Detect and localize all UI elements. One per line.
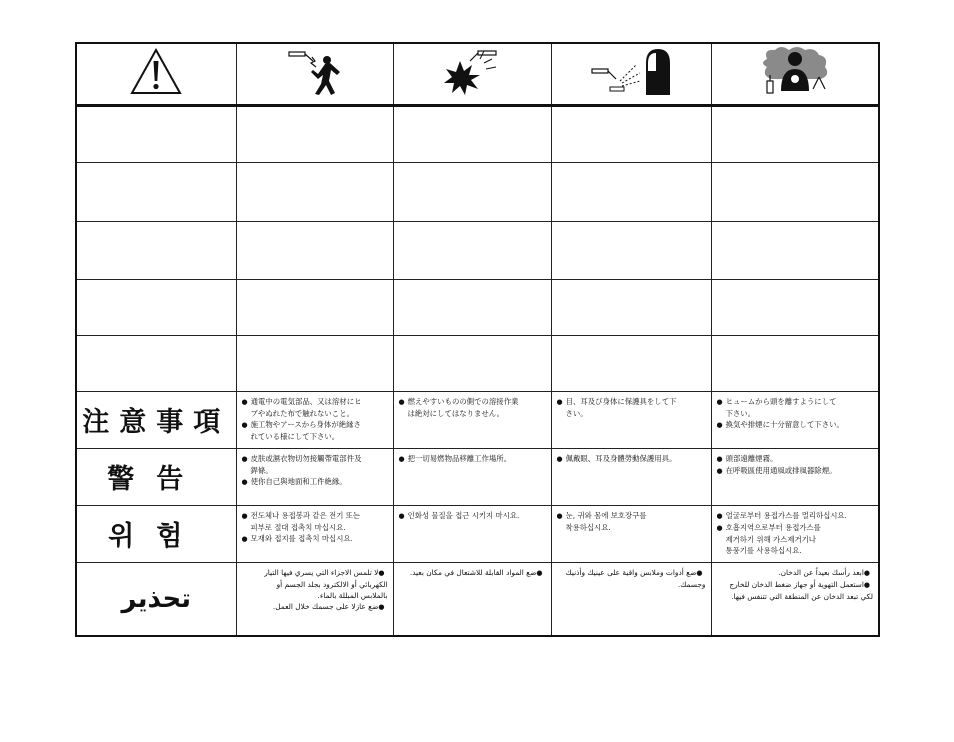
warning-line: ● ヒュームから頭を離すようにして	[717, 396, 874, 408]
empty-cell	[551, 279, 711, 335]
fumes-icon-cell	[711, 43, 879, 105]
empty-cell	[236, 221, 393, 279]
language-row-japanese	[76, 391, 879, 448]
warning-line: ● 얼굴로부터 용접가스를 멀리하십시요.	[717, 510, 874, 522]
warning-text	[394, 392, 551, 419]
empty-row	[76, 221, 879, 279]
empty-cell	[393, 335, 551, 391]
warning-line: ● 燃えやすいものの側での溶接作業	[399, 396, 546, 408]
empty-cell	[236, 162, 393, 221]
warning-line: ● 호흡지역으로부터 용접가스를	[717, 522, 874, 534]
language-label-cell	[76, 391, 236, 448]
warning-line: لكي تبعد الدخان عن المنطقة التي تتنفس فيها.	[731, 591, 873, 601]
warning-text-cell	[551, 391, 711, 448]
language-label: 警告	[107, 464, 206, 495]
warning-text-cell	[551, 505, 711, 562]
warning-line: ● 전도체나 용접봉과 같은 전기 또는	[242, 510, 388, 522]
warning-text-cell	[393, 448, 551, 505]
empty-cell	[711, 221, 879, 279]
warning-line: وجسمك.	[677, 579, 706, 589]
language-row-chinese	[76, 448, 879, 505]
empty-cell	[551, 162, 711, 221]
warning-line: ● استعمل التهوية أو جهاز ضغط الدخان للخارج	[717, 579, 874, 591]
warning-text-cell	[236, 562, 393, 636]
warning-text	[394, 449, 551, 465]
warning-text-cell	[236, 505, 393, 562]
electric-shock-icon-cell	[236, 43, 393, 105]
warning-line: 통풍기를 사용하십시요.	[725, 545, 802, 555]
warning-line: ● ابعد رأسك بعيداً عن الدخان.	[717, 567, 874, 579]
warning-text	[394, 506, 551, 522]
electric-shock-icon	[285, 48, 345, 96]
language-label-cell	[76, 562, 236, 636]
warning-line: ● 佩戴眼、耳及身體勞動保護用具。	[557, 453, 706, 465]
warning-line: ● 把一切易燃物品移離工作場所。	[399, 453, 546, 465]
empty-row	[76, 162, 879, 221]
empty-cell	[711, 162, 879, 221]
language-label-cell	[76, 505, 236, 562]
warning-line: ● 모재와 접지를 접촉치 마십시요.	[242, 533, 388, 545]
warning-line: ● 皮肤或濕衣物切勿接觸帶電部件及	[242, 453, 388, 465]
language-label: 注意事項	[82, 407, 231, 438]
warning-line: الكهربائي أو الالكترود بجلد الجسم أو	[276, 579, 388, 589]
warning-line: ● 施工物やアースから身体が絶縁さ	[242, 419, 388, 431]
warning-line: 착용하십시요.	[565, 522, 611, 532]
warning-text	[552, 449, 711, 465]
arc-rays-eye-icon	[586, 45, 676, 99]
warning-text	[712, 563, 879, 602]
empty-cell	[76, 335, 236, 391]
warning-line: ● لا تلمس الاجزاء التي يسري فيها التيار	[242, 567, 388, 579]
language-label: تحذير	[121, 583, 191, 614]
empty-cell	[711, 335, 879, 391]
warning-line: ● 인화성 물질을 접근 시키지 마시요.	[399, 510, 546, 522]
empty-cell	[711, 105, 879, 162]
warning-line: 下さい。	[725, 408, 756, 418]
warning-line: ● 通電中の電気部品、又は溶材にヒ	[242, 396, 388, 408]
empty-cell	[236, 335, 393, 391]
warning-line: ● ضع المواد القابلة للاشتعال في مكان بعيد.	[399, 567, 546, 579]
warning-line: ● 目、耳及び身体に保護具をして下	[557, 396, 706, 408]
empty-cell	[76, 162, 236, 221]
warning-text	[552, 506, 711, 533]
warning-text-cell	[551, 448, 711, 505]
warning-text	[394, 563, 551, 579]
fire-explosion-icon-cell	[393, 43, 551, 105]
warning-text	[552, 563, 711, 590]
empty-cell	[76, 221, 236, 279]
language-label-cell	[76, 448, 236, 505]
empty-cell	[393, 221, 551, 279]
warning-text-cell	[711, 562, 879, 636]
empty-cell	[76, 279, 236, 335]
warning-icon-cell	[76, 43, 236, 105]
warning-text	[237, 506, 393, 545]
warning-text	[237, 449, 393, 488]
safety-warning-table	[75, 42, 880, 637]
empty-cell	[236, 279, 393, 335]
warning-text	[712, 449, 879, 477]
warning-line: 銲條。	[250, 465, 273, 475]
warning-line: は絶対にしてはなりません。	[407, 408, 505, 418]
warning-line: れている様にして下さい。	[250, 431, 340, 441]
empty-cell	[393, 162, 551, 221]
empty-cell	[393, 105, 551, 162]
language-row-arabic	[76, 562, 879, 636]
empty-cell	[76, 105, 236, 162]
arc-rays-icon-cell	[551, 43, 711, 105]
warning-line: ● 在呼吸區使用通風或排風器除煙。	[717, 465, 874, 477]
empty-cell	[711, 279, 879, 335]
warning-text-cell	[551, 562, 711, 636]
language-row-korean	[76, 505, 879, 562]
warning-text	[712, 506, 879, 556]
warning-line: ● ضع عازلا على جسمك خلال العمل.	[242, 601, 388, 613]
warning-text-cell	[393, 505, 551, 562]
warning-text-cell	[711, 391, 879, 448]
warning-line: ブやぬれた布で触れないこと。	[250, 408, 354, 418]
warning-text-cell	[393, 391, 551, 448]
warning-line: 피부로 절대 접촉치 마십시요.	[250, 522, 346, 532]
warning-text-cell	[236, 448, 393, 505]
empty-cell	[551, 105, 711, 162]
warning-line: ● 頭部遠離煙霧。	[717, 453, 874, 465]
fumes-gases-icon	[757, 45, 833, 99]
warning-text-cell	[711, 448, 879, 505]
warning-text-cell	[236, 391, 393, 448]
warning-line: 제거하기 위해 가스제거기나	[725, 534, 816, 544]
warning-line: ● ضع أدوات وملابس واقية على عينيك وأذنيك	[557, 567, 706, 579]
empty-cell	[551, 335, 711, 391]
warning-line: さい。	[565, 408, 588, 418]
warning-text-cell	[393, 562, 551, 636]
language-label: 위험	[108, 521, 205, 552]
warning-triangle-icon	[129, 47, 183, 97]
warning-line: ● 눈, 귀와 몸에 보호장구를	[557, 510, 706, 522]
warning-line: بالملابس المبللة بالماء.	[317, 590, 388, 600]
fire-explosion-icon	[440, 47, 504, 97]
empty-cell	[551, 221, 711, 279]
icon-header-row	[76, 43, 879, 105]
empty-row	[76, 335, 879, 391]
warning-line: ● 使你自己與地面和工件絶緣。	[242, 476, 388, 488]
empty-cell	[236, 105, 393, 162]
warning-text	[712, 392, 879, 431]
warning-line: ● 換気や排煙に十分留意して下さい。	[717, 419, 874, 431]
warning-text-cell	[711, 505, 879, 562]
warning-text	[237, 563, 393, 613]
empty-cell	[393, 279, 551, 335]
empty-row	[76, 279, 879, 335]
warning-text	[237, 392, 393, 442]
warning-text	[552, 392, 711, 419]
empty-row	[76, 105, 879, 162]
